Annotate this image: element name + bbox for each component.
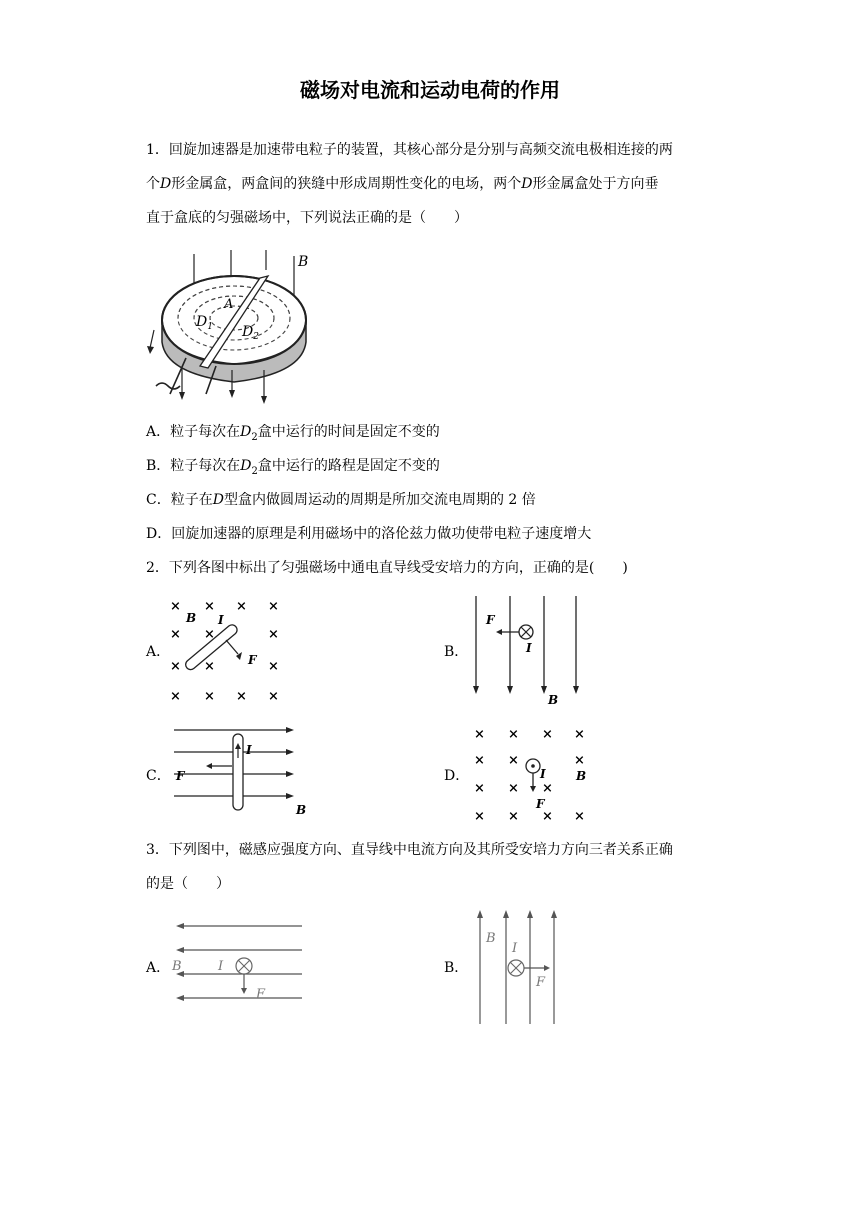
svg-text:×: ×	[268, 689, 279, 704]
svg-text:×: ×	[204, 689, 215, 704]
q2-option-a-label[interactable]: A．	[146, 644, 171, 660]
svg-text:×: ×	[170, 659, 181, 674]
svg-text:×: ×	[268, 659, 279, 674]
cyclotron-figure	[146, 246, 316, 404]
svg-text:B: B	[296, 803, 307, 817]
q3-figure-a	[166, 912, 306, 1012]
q2-option-c-label[interactable]: C．	[146, 768, 171, 784]
svg-text:F: F	[256, 987, 266, 1002]
svg-text:I: I	[218, 959, 224, 974]
svg-text:×: ×	[170, 627, 181, 642]
svg-text:B: B	[548, 693, 559, 706]
q3-option-b-label[interactable]: B．	[444, 960, 469, 976]
svg-text:×: ×	[268, 599, 279, 614]
svg-text:×: ×	[542, 809, 553, 824]
svg-text:I: I	[540, 767, 546, 781]
svg-text:×: ×	[474, 753, 485, 768]
q2-option-b-label[interactable]: B．	[444, 644, 469, 660]
cyclotron-b-label: B	[298, 254, 309, 270]
svg-text:F: F	[176, 769, 185, 783]
svg-text:×: ×	[236, 599, 247, 614]
q3-option-a-label[interactable]: A．	[146, 960, 171, 976]
svg-text:F: F	[536, 797, 545, 811]
q3-stem-line1: 3．下列图中，磁感应强度方向、直导线中电流方向及其所受安培力方向三者关系正确	[146, 842, 673, 858]
q3-figure-b	[472, 906, 572, 1026]
svg-text:×: ×	[204, 659, 215, 674]
svg-text:×: ×	[542, 727, 553, 742]
cyclotron-d2-label: $D_2$	[242, 324, 259, 342]
q2-figure-b	[466, 594, 586, 706]
q1-stem-line2: 个D形金属盒，两盒间的狭缝中形成周期性变化的电场，两个D形金属盒处于方向垂	[146, 176, 659, 192]
svg-text:×: ×	[508, 753, 519, 768]
q2-figure-c	[166, 722, 308, 822]
q1-option-a[interactable]: A．粒子每次在$D_2$盒中运行的时间是固定不变的	[146, 424, 440, 443]
cyclotron-d1-label: $D_1$	[196, 314, 213, 332]
svg-text:×: ×	[170, 689, 181, 704]
q1-option-b[interactable]: B．粒子每次在$D_2$盒中运行的路程是固定不变的	[146, 458, 440, 477]
q3-stem-line2: 的是（ ）	[146, 876, 230, 892]
svg-text:×: ×	[508, 809, 519, 824]
svg-text:×: ×	[508, 727, 519, 742]
page-title: 磁场对电流和运动电荷的作用	[300, 78, 560, 102]
svg-text:×: ×	[574, 809, 585, 824]
svg-text:I: I	[218, 613, 224, 627]
svg-text:×: ×	[170, 599, 181, 614]
svg-text:×: ×	[204, 599, 215, 614]
svg-text:×: ×	[236, 689, 247, 704]
svg-text:×: ×	[542, 781, 553, 796]
svg-text:F: F	[536, 975, 546, 990]
svg-text:B: B	[486, 931, 496, 946]
svg-text:B: B	[576, 769, 587, 783]
svg-text:×: ×	[474, 781, 485, 796]
q2-option-d-label[interactable]: D．	[444, 768, 470, 784]
q2-figure-d	[470, 722, 594, 826]
svg-text:I: I	[526, 641, 532, 655]
svg-text:B: B	[186, 611, 197, 625]
svg-text:×: ×	[574, 727, 585, 742]
cyclotron-a-label: A	[224, 297, 234, 312]
svg-text:×: ×	[268, 627, 279, 642]
svg-text:×: ×	[508, 781, 519, 796]
svg-text:×: ×	[474, 727, 485, 742]
svg-text:B: B	[172, 959, 182, 974]
svg-text:I: I	[512, 941, 518, 956]
q1-option-c[interactable]: C．粒子在D型盒内做圆周运动的周期是所加交流电周期的 2 倍	[146, 492, 536, 508]
svg-text:×: ×	[574, 753, 585, 768]
svg-text:I: I	[246, 743, 252, 757]
svg-text:F: F	[248, 653, 257, 667]
q1-stem-line1: 1．回旋加速器是加速带电粒子的装置，其核心部分是分别与高频交流电极相连接的两	[146, 142, 673, 158]
q1-stem-line3: 直于盒底的匀强磁场中，下列说法正确的是（ ）	[146, 210, 468, 226]
q2-stem: 2．下列各图中标出了匀强磁场中通电直导线受安培力的方向，正确的是( )	[146, 560, 628, 576]
q1-option-d[interactable]: D．回旋加速器的原理是利用磁场中的洛伦兹力做功使带电粒子速度增大	[146, 526, 592, 542]
svg-text:×: ×	[204, 627, 215, 642]
svg-text:×: ×	[474, 809, 485, 824]
svg-text:F: F	[486, 613, 495, 627]
q2-figure-a	[166, 592, 286, 704]
